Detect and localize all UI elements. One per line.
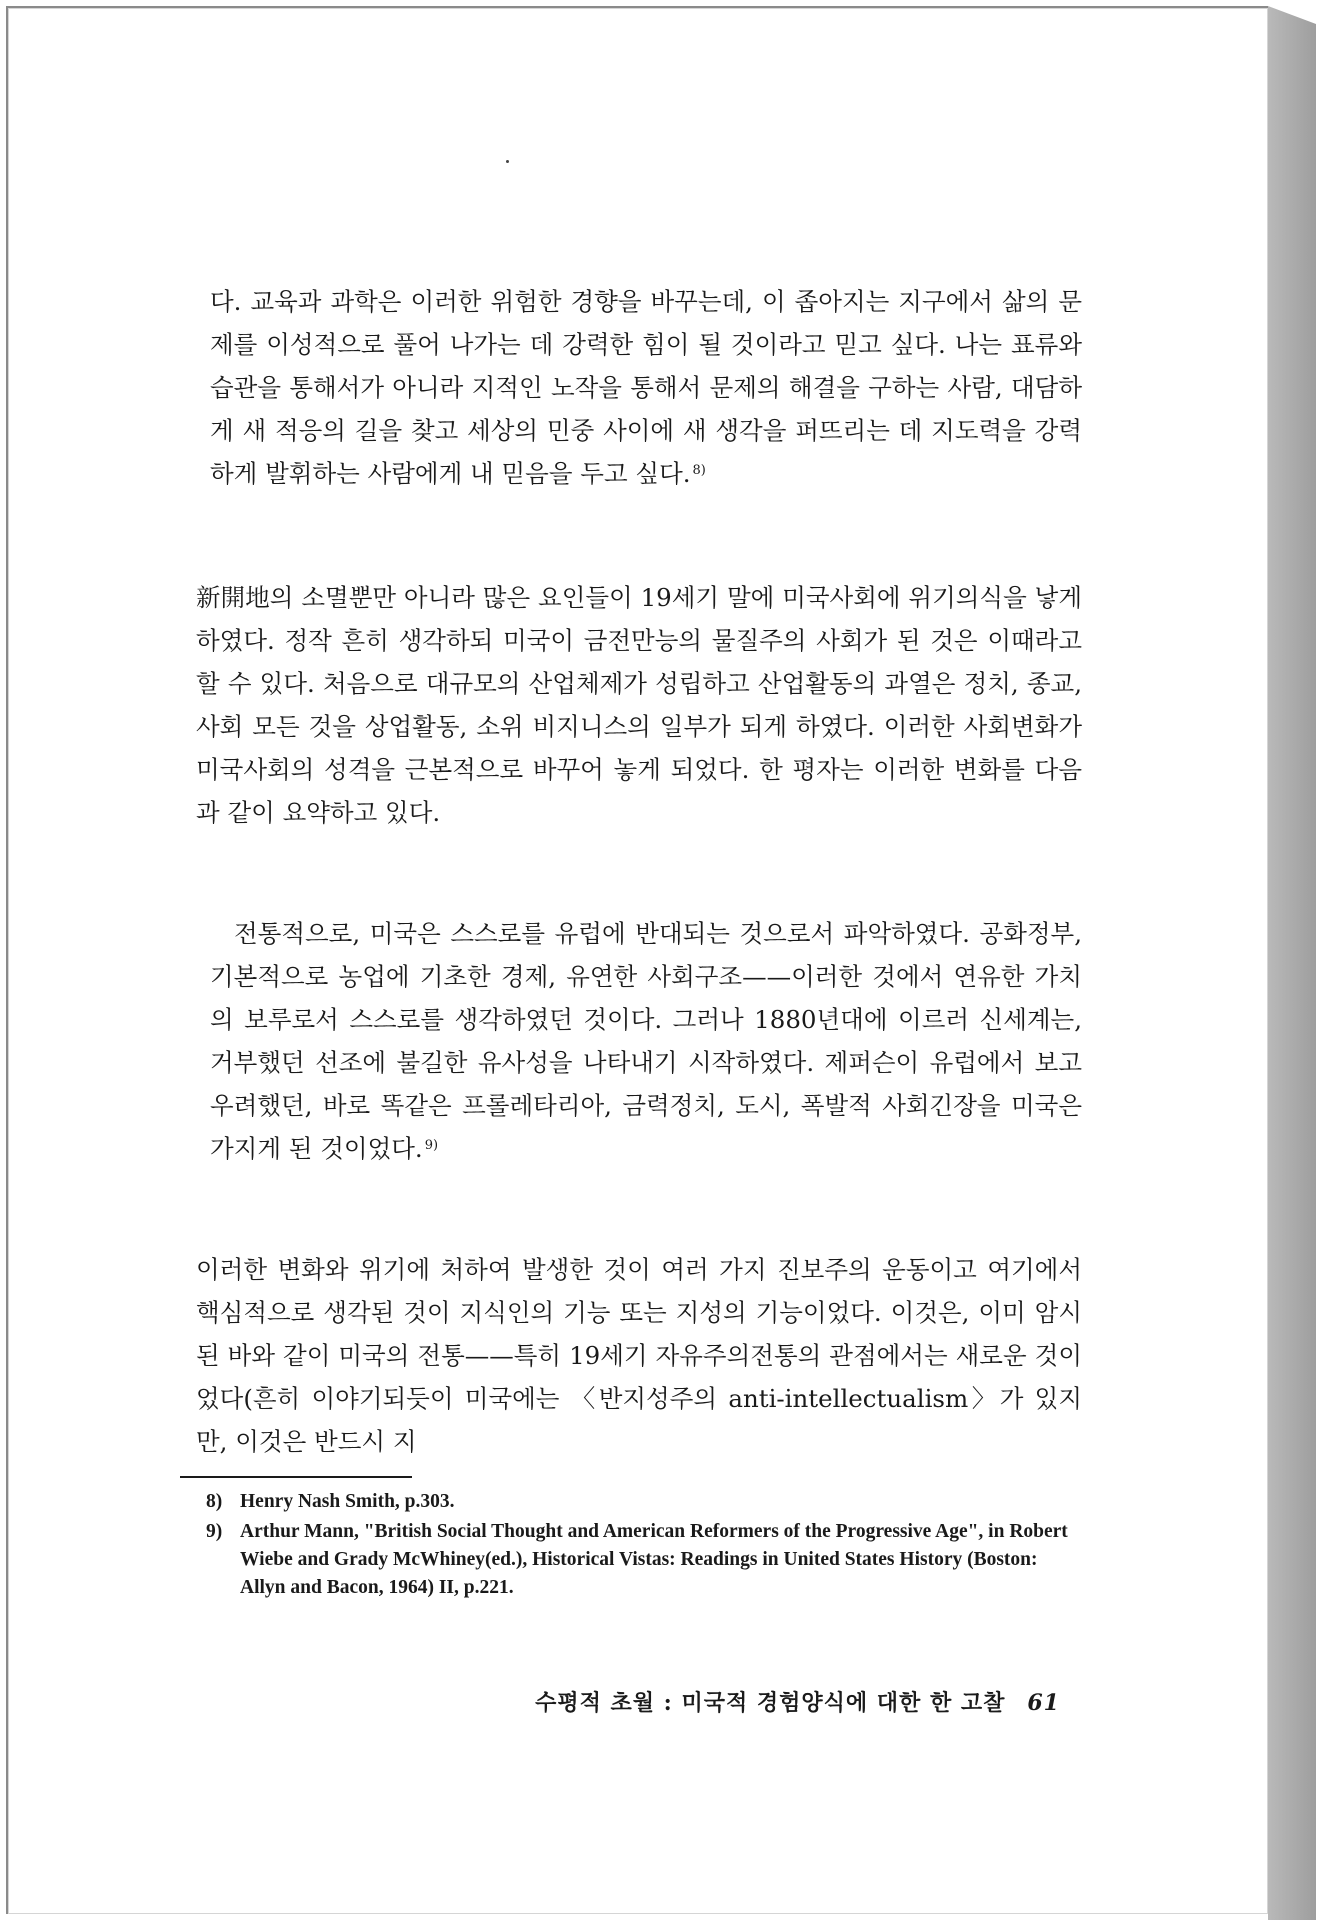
block-quote-1	[210, 280, 1082, 495]
page-number: 61	[1027, 1690, 1060, 1716]
running-title: 수평적 초월 : 미국적 경험양식에 대한 한 고찰	[535, 1690, 1006, 1716]
footnote-text: Henry Nash Smith, p.303.	[240, 1491, 455, 1512]
block-quote-1-text: 다. 교육과 과학은 이러한 위험한 경향을 바꾸는데, 이 좁아지는 지구에서 삶의 문제를 이성적으로 풀어 나가는 데 강력한 힘이 될 것이라고 믿고 싶다. 나는 표류와 습관을 통해서가 아니라 지적인 노작을 통해서 문제의 해결을 구하는 사람, 대담하게 새 적응의 길을 찾고 세상의 민중 사이에 새 생각을 퍼뜨리는 데 지도력을 강력하게 발휘하는 사람에게 내 믿음을 두고 싶다.	[210, 287, 1082, 488]
footnote-9	[206, 1518, 1082, 1602]
footnote-ref-8: 8)	[692, 463, 706, 478]
page-footer	[470, 1686, 1060, 1717]
footnote-ref-9: 9)	[424, 1138, 439, 1153]
footnote-number: 8)	[206, 1491, 223, 1512]
footnote-text: Arthur Mann, "British Social Thought and American Reformers of the Progressive Age", in Robert Wiebe and Grady McWhiney(ed.), Historical Vistas: Readings in United States History (Boston: Allyn and Bacon, 1964) II, p.221.	[240, 1521, 1068, 1598]
page-edge	[1268, 6, 1316, 1920]
footnote-divider	[180, 1476, 412, 1478]
block-quote-2	[210, 912, 1082, 1170]
footnote-8	[206, 1488, 1082, 1516]
block-quote-2-text: 전통적으로, 미국은 스스로를 유럽에 반대되는 것으로서 파악하였다. 공화정부, 기본적으로 농업에 기초한 경제, 유연한 사회구조——이러한 것에서 연유한 가치의 보루로서 스스로를 생각하였던 것이다. 그러나 1880년대에 이르러 신세계는, 거부했던 선조에 불길한 유사성을 나타내기 시작하였다. 제퍼슨이 유럽에서 보고 우려했던, 바로 똑같은 프롤레타리아, 금력정치, 도시, 폭발적 사회긴장을 미국은 가지게 된 것이었다.	[210, 919, 1082, 1163]
footnote-number: 9)	[206, 1521, 223, 1542]
footnotes-list	[206, 1488, 1082, 1604]
print-speck	[506, 160, 509, 163]
body-paragraph-1: 新開地의 소멸뿐만 아니라 많은 요인들이 19세기 말에 미국사회에 위기의식을 낳게 하였다. 정작 흔히 생각하되 미국이 금전만능의 물질주의 사회가 된 것은 이때라고 할 수 있다. 처음으로 대규모의 산업체제가 성립하고 산업활동의 과열은 정치, 종교, 사회 모든 것을 상업활동, 소위 비지니스의 일부가 되게 하였다. 이러한 사회변화가 미국사회의 성격을 근본적으로 바꾸어 놓게 되었다. 한 평자는 이러한 변화를 다음과 같이 요약하고 있다.	[196, 583, 1082, 827]
body-paragraph-2: 이러한 변화와 위기에 처하여 발생한 것이 여러 가지 진보주의 운동이고 여기에서 핵심적으로 생각된 것이 지식인의 기능 또는 지성의 기능이었다. 이것은, 이미 암시된 바와 같이 미국의 전통——특히 19세기 자유주의전통의 관점에서는 새로운 것이었다(흔히 이야기되듯이 미국에는 〈반지성주의 anti-intellectualism〉가 있지만, 이것은 반드시 지	[196, 1255, 1082, 1456]
